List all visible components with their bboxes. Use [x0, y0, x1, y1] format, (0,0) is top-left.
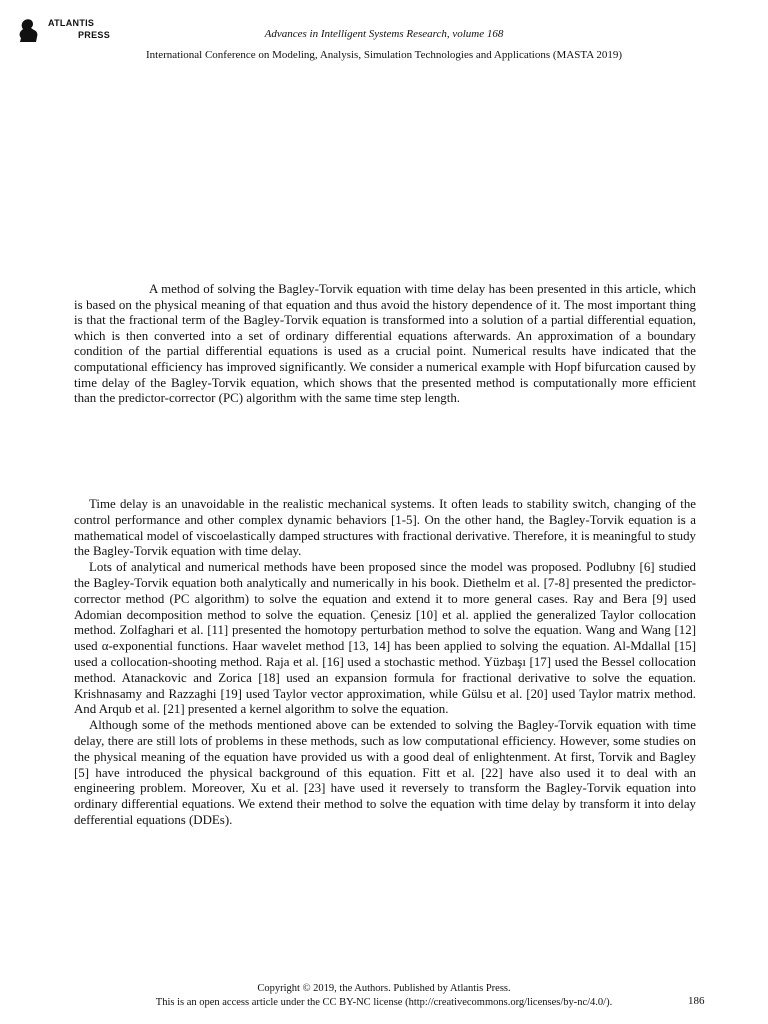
page-number: 186: [688, 995, 705, 1007]
abstract-text: A method of solving the Bagley-Torvik equation with time delay has been presented in this article, which is based on the physical meaning of that equation and thus avoid the history dependence of it. The most important thing is that the fractional term of the Bagley-Torvik equation is transformed into a solution of a partial differential equation, which is then converted into a set of ordinary differential equations afterwards. An approximation of a boundary condition of the partial differential equations is used as a crucial point. Numerical results have indicated that the computational efficiency has improved significantly. We consider a numerical example with Hopf bifurcation caused by time delay of the Bagley-Torvik equation, which shows that the presented method is computationally more efficient than the predictor-corrector (PC) algorithm with the same time step length.: [74, 282, 696, 406]
logo-wordmark-bottom: PRESS: [78, 30, 111, 40]
introduction-body: [74, 497, 696, 829]
paragraph: Time delay is an unavoidable in the realistic mechanical systems. It often leads to stability switch, changing of the control performance and other complex dynamic behaviors [1-5]. On the other hand, the Bagley-Torvik equation is a mathematical model of viscoelastically damped structures with fractional derivative. Therefore, it is meaningful to study the Bagley-Torvik equation with time delay.: [74, 497, 696, 559]
journal-title: Advances in Intelligent Systems Research, volume 168: [264, 28, 504, 40]
page-footer: [0, 982, 768, 1010]
paragraph: Lots of analytical and numerical methods have been proposed since the model was proposed. Podlubny [6] studied the Bagley-Torvik equation both analytically and numerically in his book. Diethelm et al. [7-8] presented the predictor-corrector method (PC algorithm) to solve the equation and extend it to more general cases. Ray and Bera [9] used Adomian decomposition method to solve the equation. Çenesiz [10] et al. applied the generalized Taylor collocation method. Zolfaghari et al. [11] presented the homotopy perturbation method to solve the equation. Wang and Wang [12] used α-exponential functions. Haar wavelet method [13, 14] has been applied to solving the equation. Al-Mdallal [15] used a collocation-shooting method. Raja et al. [16] used a stochastic method. Yüzbaşı [17] used the Bessel collocation method. Atanackovic and Zorica [18] used an expansion formula for fractional derivative to solve the equation. Krishnasamy and Razzaghi [19] used Taylor vector approximation, while Gülsu et al. [20] used Taylor matrix method. And Arqub et al. [21] presented a kernel algorithm to solve the equation.: [74, 560, 696, 717]
copyright-notice: Copyright © 2019, the Authors. Published by Atlantis Press.: [257, 983, 511, 994]
conference-title: International Conference on Modeling, Analysis, Simulation Technologies and Applications (MASTA 2019): [146, 49, 622, 61]
license-notice: This is an open access article under the CC BY-NC license (http://creativecommons.org/licenses/by-nc/4.0/).: [155, 997, 613, 1008]
paragraph: Although some of the methods mentioned above can be extended to solving the Bagley-Torvik equation with time delay, there are still lots of problems in these methods, such as low computational efficiency. However, some studies on the physical meaning of the equation have provided us with a good deal of enlightenment. At first, Torvik and Bagley [5] have introduced the physical background of this equation. Fitt et al. [22] have also used it to deal with an engineering problem. Moreover, Xu et al. [23] have used it reversely to transform the Bagley-Torvik equation into ordinary differential equations. We extend their method to solve the equation with time delay by transform it into delay defferential equations (DDEs).: [74, 718, 696, 827]
logo-wordmark-top: ATLANTIS: [48, 18, 95, 28]
